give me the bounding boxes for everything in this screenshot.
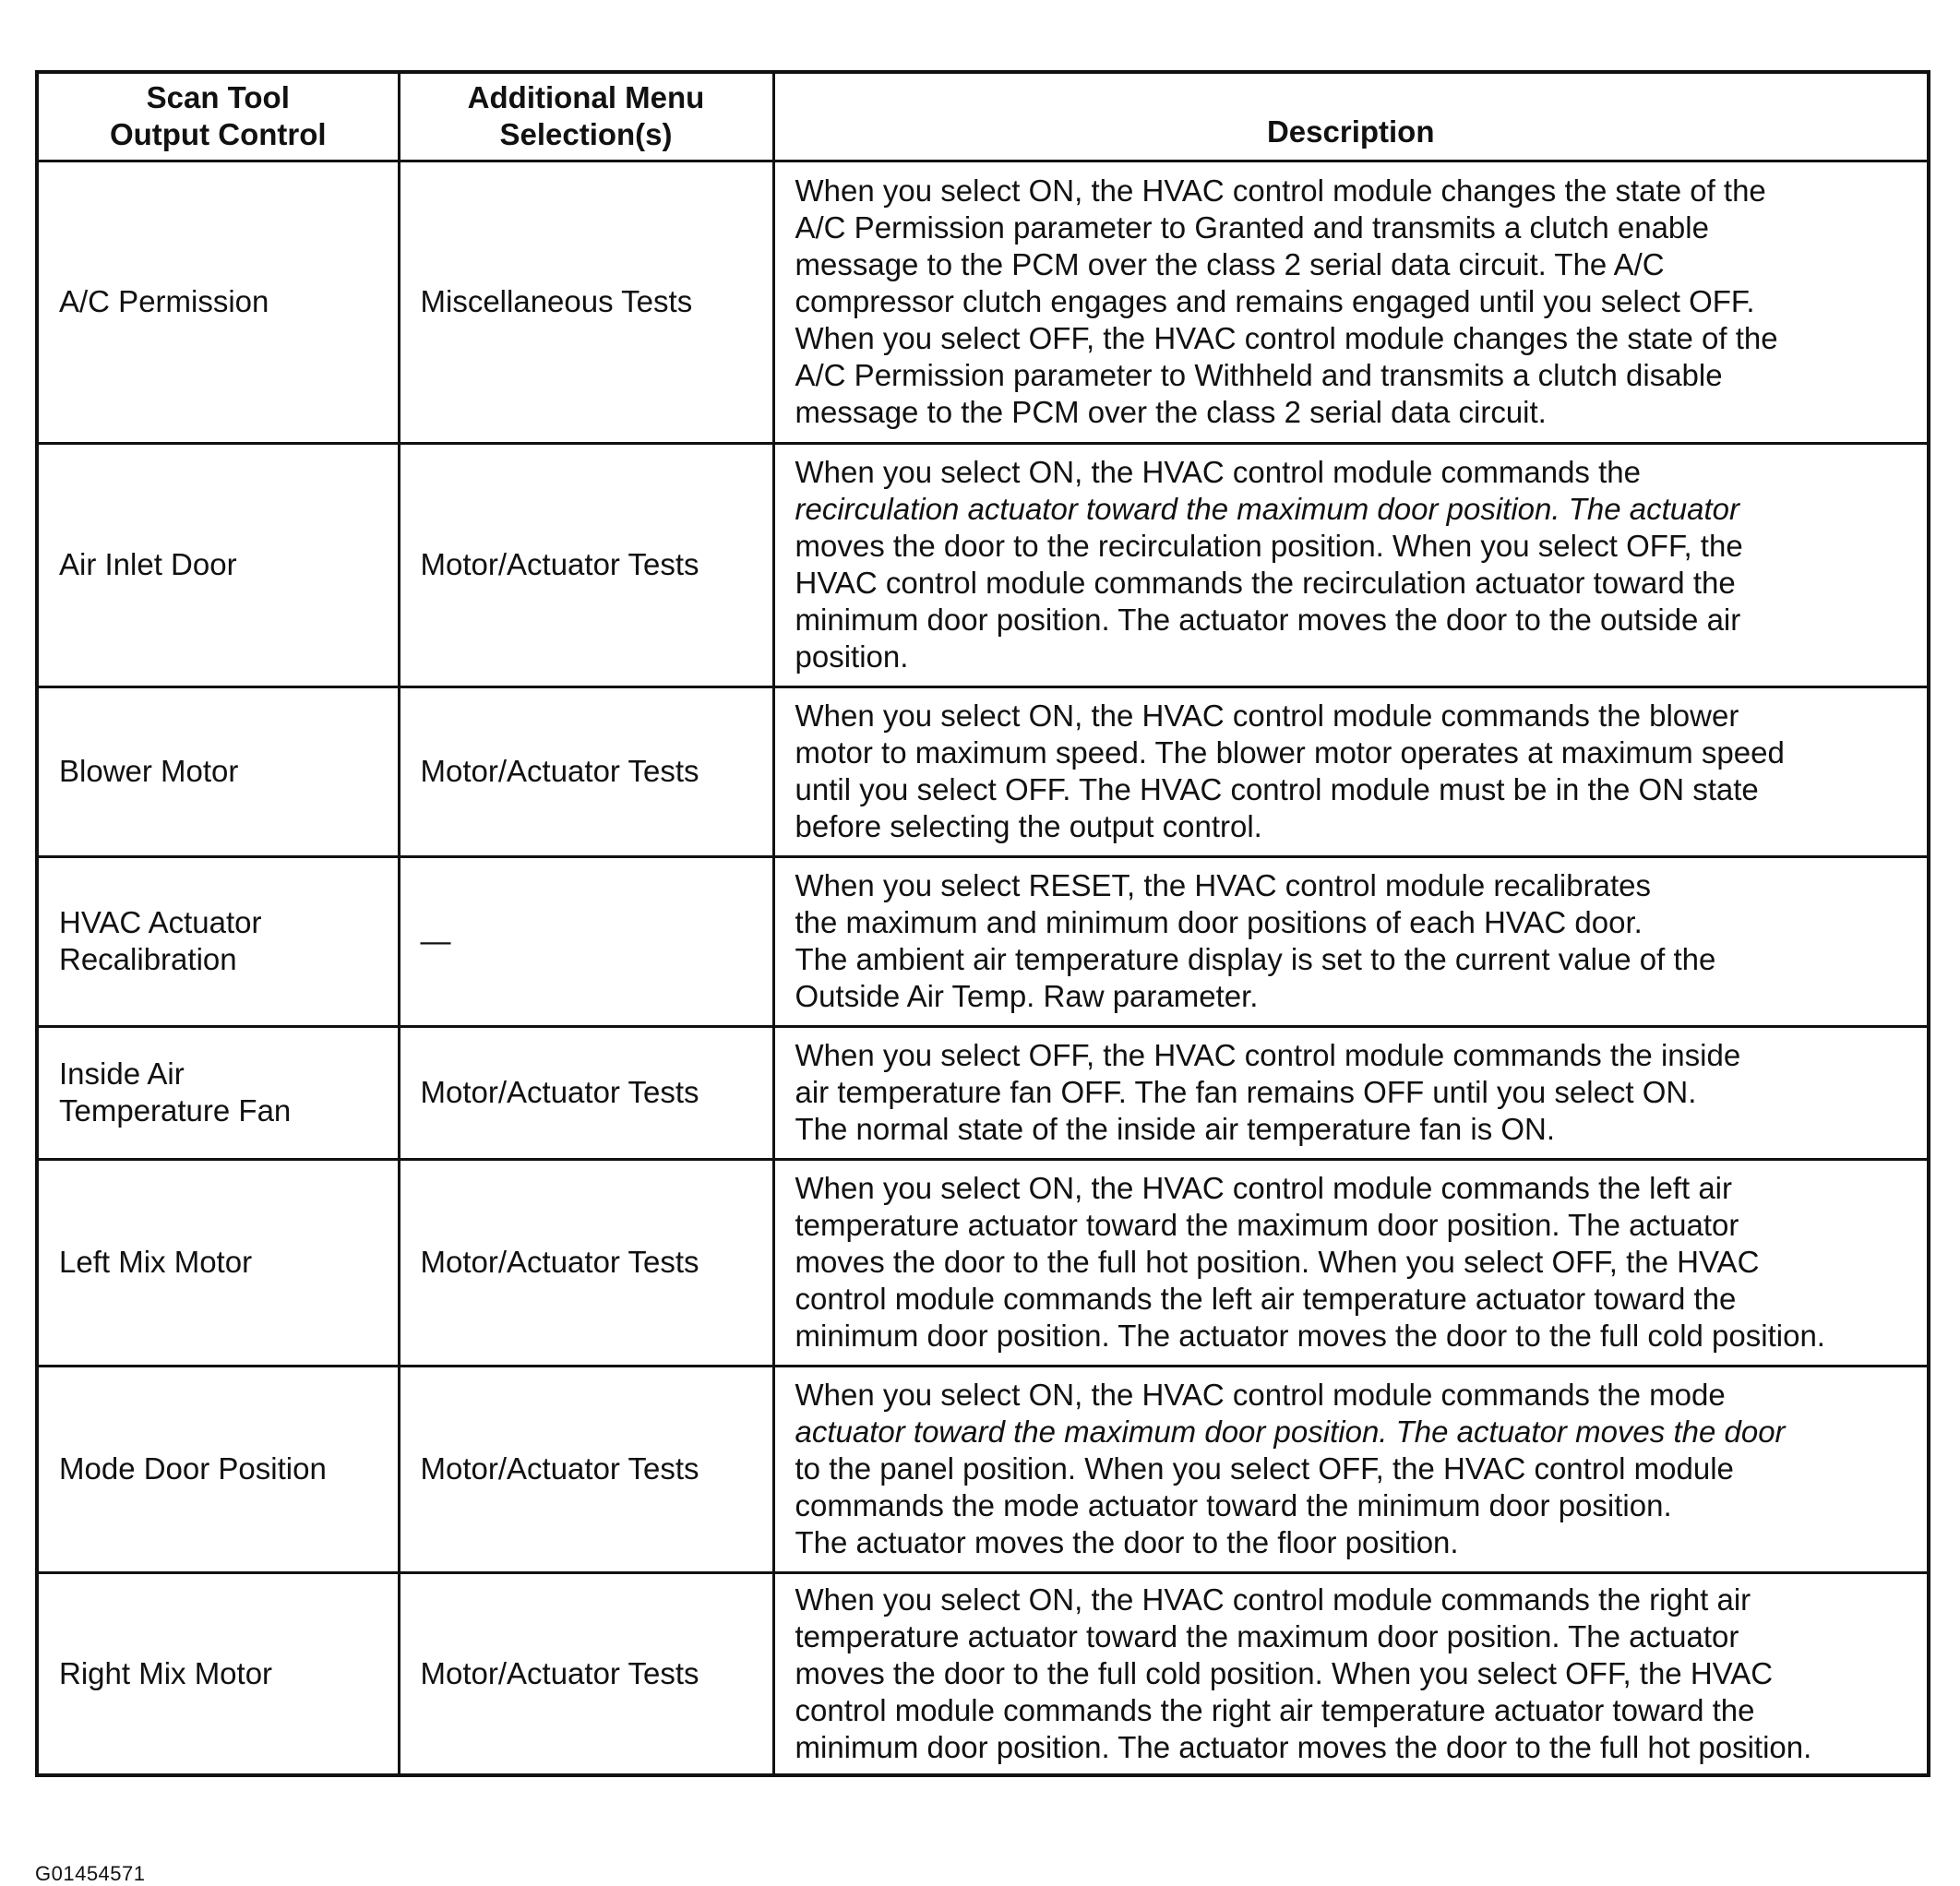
description-line: When you select ON, the HVAC control module changes the state of the [795,173,1766,208]
output-control-name: Blower Motor [59,754,239,788]
output-control-cell [37,1572,399,1775]
table-row [37,1366,1929,1572]
description-line: message to the PCM over the class 2 serial data circuit. [795,395,1547,429]
output-control-cell [37,686,399,856]
description-line: control module commands the right air temperature actuator toward the [795,1692,1755,1727]
menu-selection-cell: Motor/Actuator Tests [399,1159,773,1366]
menu-selection-cell: — [399,856,773,1026]
header-additional-menu-selections [399,72,773,161]
table-body [37,161,1929,1775]
description-line: minimum door position. The actuator moves the door to the full cold position. [795,1319,1825,1353]
output-control-name: Right Mix Motor [59,1655,273,1690]
table-row [37,856,1929,1026]
output-control-cell [37,1026,399,1159]
description-cell [773,443,1929,686]
header-line: Additional Menu [467,80,705,115]
description-line: minimum door position. The actuator moves the door to the outside air [795,603,1741,637]
output-control-name: Mode Door Position [59,1451,327,1486]
description-line: compressor clutch engages and remains engaged until you select OFF. [795,284,1755,318]
output-control-cell [37,443,399,686]
output-control-name: Air Inlet Door [59,547,237,581]
description-line: A/C Permission parameter to Granted and transmits a clutch enable [795,210,1709,245]
menu-selection-cell: Motor/Actuator Tests [399,1026,773,1159]
description-line: A/C Permission parameter to Withheld and transmits a clutch disable [795,358,1723,392]
output-control-table [35,70,1930,1777]
table-row [37,686,1929,856]
description-line: control module commands the left air temperature actuator toward the [795,1282,1737,1316]
description-line: When you select ON, the HVAC control module commands the right air [795,1582,1751,1617]
description-line: When you select ON, the HVAC control module commands the left air [795,1171,1732,1205]
description-cell [773,1026,1929,1159]
table-header-row [37,72,1929,161]
description-line: When you select OFF, the HVAC control module commands the inside [795,1038,1741,1072]
description-line: position. [795,639,909,674]
output-control-cell [37,1159,399,1366]
description-line: The actuator moves the door to the floor position. [795,1525,1459,1559]
figure-id-label: G01454571 [35,1862,146,1885]
description-line: actuator toward the maximum door position. The actuator moves the door [795,1414,1786,1449]
description-line: message to the PCM over the class 2 serial data circuit. The A/C [795,247,1665,281]
menu-selection-cell: Motor/Actuator Tests [399,1366,773,1572]
description-line: The normal state of the inside air temperature fan is ON. [795,1112,1556,1146]
description-cell [773,1159,1929,1366]
table-row [37,443,1929,686]
header-scan-tool-output-control [37,72,399,161]
description-line: When you select ON, the HVAC control module commands the mode [795,1378,1726,1412]
description-line: HVAC control module commands the recirculation actuator toward the [795,566,1736,600]
header-line: Selection(s) [499,117,673,152]
table-row [37,161,1929,443]
description-line: to the panel position. When you select OFF, the HVAC control module [795,1451,1734,1486]
header-description: Description [773,72,1929,161]
description-line: before selecting the output control. [795,809,1262,843]
output-control-name: A/C Permission [59,284,269,318]
description-cell [773,1572,1929,1775]
header-line: Scan Tool [146,80,290,115]
description-line: recirculation actuator toward the maximum door position. The actuator [795,492,1739,526]
description-line: When you select RESET, the HVAC control module recalibrates [795,868,1651,902]
description-line: motor to maximum speed. The blower motor operates at maximum speed [795,735,1785,770]
header-line: Output Control [109,117,327,152]
output-control-name: HVAC Actuator [59,905,262,939]
output-control-name: Recalibration [59,942,237,976]
description-line: minimum door position. The actuator moves the door to the full hot position. [795,1729,1812,1764]
description-cell [773,1366,1929,1572]
description-cell [773,686,1929,856]
output-control-cell [37,1366,399,1572]
description-line: commands the mode actuator toward the minimum door position. [795,1488,1672,1522]
description-line: moves the door to the full cold position. When you select OFF, the HVAC [795,1655,1774,1690]
table-row [37,1572,1929,1775]
menu-selection-cell: Motor/Actuator Tests [399,1572,773,1775]
description-line: moves the door to the full hot position. When you select OFF, the HVAC [795,1245,1760,1279]
description-line: The ambient air temperature display is set to the current value of the [795,942,1716,976]
description-line: moves the door to the recirculation position. When you select OFF, the [795,529,1743,563]
description-cell [773,856,1929,1026]
menu-selection-cell: Motor/Actuator Tests [399,686,773,856]
output-control-name: Left Mix Motor [59,1245,253,1279]
table-row [37,1026,1929,1159]
description-line: When you select ON, the HVAC control module commands the [795,455,1641,489]
description-line: until you select OFF. The HVAC control module must be in the ON state [795,772,1759,806]
description-line: the maximum and minimum door positions of each HVAC door. [795,905,1643,939]
description-line: air temperature fan OFF. The fan remains OFF until you select ON. [795,1075,1697,1109]
table-row [37,1159,1929,1366]
description-line: temperature actuator toward the maximum door position. The actuator [795,1208,1739,1242]
output-control-cell [37,161,399,443]
output-control-name: Inside Air [59,1056,185,1091]
output-control-table-container [35,70,1927,1885]
output-control-cell [37,856,399,1026]
description-line: temperature actuator toward the maximum door position. The actuator [795,1618,1739,1653]
description-line: When you select OFF, the HVAC control module changes the state of the [795,321,1778,355]
output-control-name: Temperature Fan [59,1093,292,1128]
menu-selection-cell: Motor/Actuator Tests [399,443,773,686]
description-line: Outside Air Temp. Raw parameter. [795,979,1259,1013]
description-cell [773,161,1929,443]
description-line: When you select ON, the HVAC control module commands the blower [795,698,1739,733]
menu-selection-cell: Miscellaneous Tests [399,161,773,443]
